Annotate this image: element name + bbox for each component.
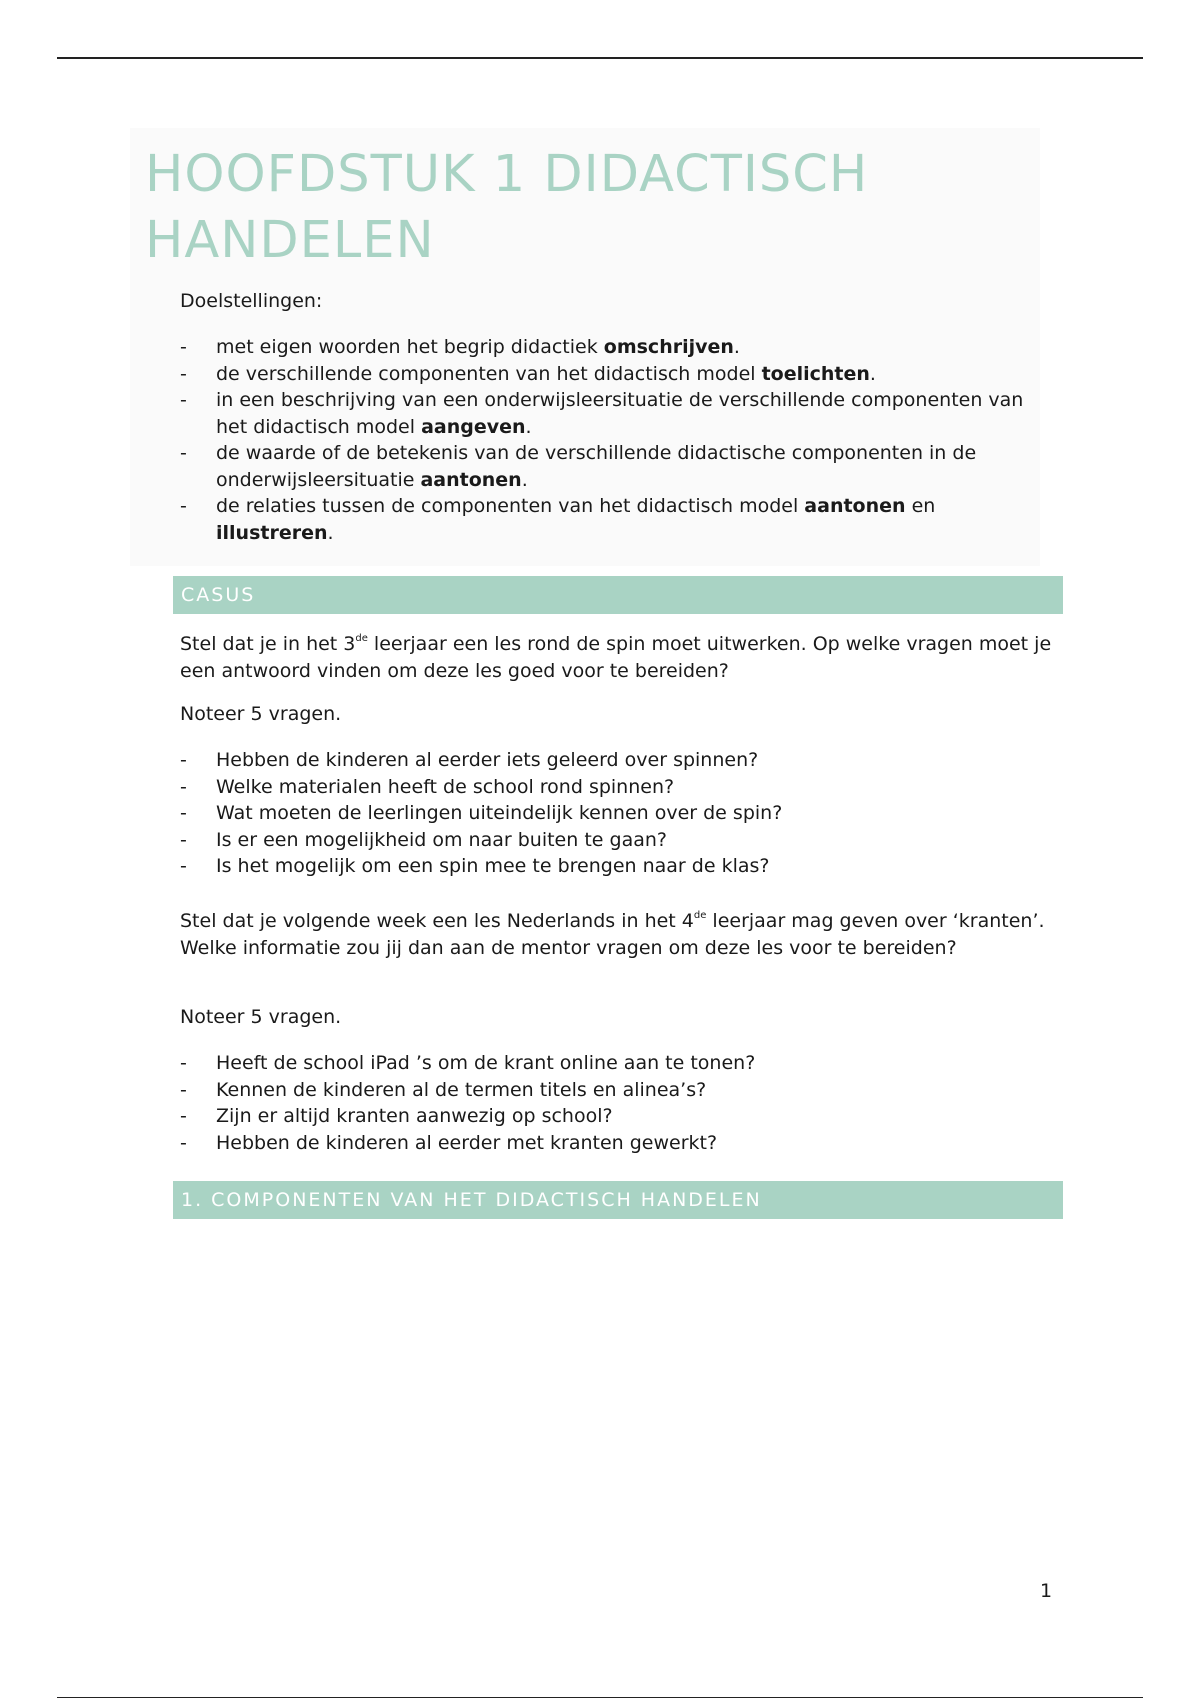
dash-bullet: -: [180, 362, 187, 385]
note-2: Noteer 5 vragen.: [180, 1006, 342, 1028]
dash-bullet: -: [180, 749, 187, 771]
footer-rule: [57, 1697, 1143, 1698]
casus-heading: CASUS: [173, 576, 1063, 614]
dash-bullet: -: [180, 1131, 187, 1154]
page-number: 1: [1040, 1580, 1053, 1602]
dash-bullet: -: [180, 775, 187, 798]
dash-bullet: -: [180, 855, 187, 877]
casus-1-paragraph: Stel dat je in het 3de leerjaar een les rond de spin moet uitwerken. Op welke vragen moet je een antwoord vinden om deze les goed voor te bereiden?: [180, 633, 1052, 682]
casus-2-paragraph: Stel dat je volgende week een les Nederlands in het 4de leerjaar mag geven over ‘kranten’. Welke informatie zou jij dan aan de mentor vragen om deze les voor te bereiden?: [180, 910, 1045, 959]
list-item: - de verschillende componenten van het didactisch model toelichten.: [180, 361, 1040, 388]
dash-bullet: -: [180, 828, 187, 851]
questions-1: [180, 747, 1060, 880]
dash-bullet: -: [180, 802, 187, 824]
list-item: - Hebben de kinderen al eerder met kranten gewerkt?: [180, 1130, 1060, 1157]
list-item: - met eigen woorden het begrip didactiek omschrijven.: [180, 334, 1040, 361]
list-item: - de relaties tussen de componenten van het didactisch model aantonen en illustreren.: [180, 495, 936, 544]
dash-bullet: -: [180, 389, 187, 411]
chapter-title: HOOFDSTUK 1 DIDACTISCH HANDELEN: [145, 145, 869, 270]
list-item: - Kennen de kinderen al de termen titels en alinea’s?: [180, 1077, 1060, 1104]
dash-bullet: -: [180, 1105, 187, 1127]
list-item: - Zijn er altijd kranten aanwezig op school?: [180, 1103, 1060, 1130]
dash-bullet: -: [180, 336, 187, 358]
title-block: [130, 128, 1040, 566]
list-item: - Heeft de school iPad ’s om de krant online aan te tonen?: [180, 1050, 1060, 1077]
dash-bullet: -: [180, 442, 187, 464]
list-item: - Welke materialen heeft de school rond spinnen?: [180, 774, 1060, 801]
header-rule: [57, 57, 1143, 59]
section-heading: 1. COMPONENTEN VAN HET DIDACTISCH HANDELEN: [173, 1181, 1063, 1219]
list-item: - Is het mogelijk om een spin mee te brengen naar de klas?: [180, 853, 1060, 880]
questions-2: [180, 1050, 1060, 1156]
objectives-label: Doelstellingen:: [180, 290, 323, 312]
list-item: - Hebben de kinderen al eerder iets geleerd over spinnen?: [180, 747, 1060, 774]
note-1: Noteer 5 vragen.: [180, 703, 342, 725]
dash-bullet: -: [180, 1078, 187, 1101]
list-item: - in een beschrijving van een onderwijsleersituatie de verschillende componenten van het didactisch model aangeven.: [180, 389, 1024, 438]
list-item: - Wat moeten de leerlingen uiteindelijk kennen over de spin?: [180, 800, 1060, 827]
list-item: - de waarde of de betekenis van de verschillende didactische componenten in de onderwijsleersituatie aantonen.: [180, 442, 977, 491]
objectives-list: [180, 334, 1040, 546]
list-item: - Is er een mogelijkheid om naar buiten te gaan?: [180, 827, 1060, 854]
dash-bullet: -: [180, 495, 187, 517]
dash-bullet: -: [180, 1052, 187, 1074]
